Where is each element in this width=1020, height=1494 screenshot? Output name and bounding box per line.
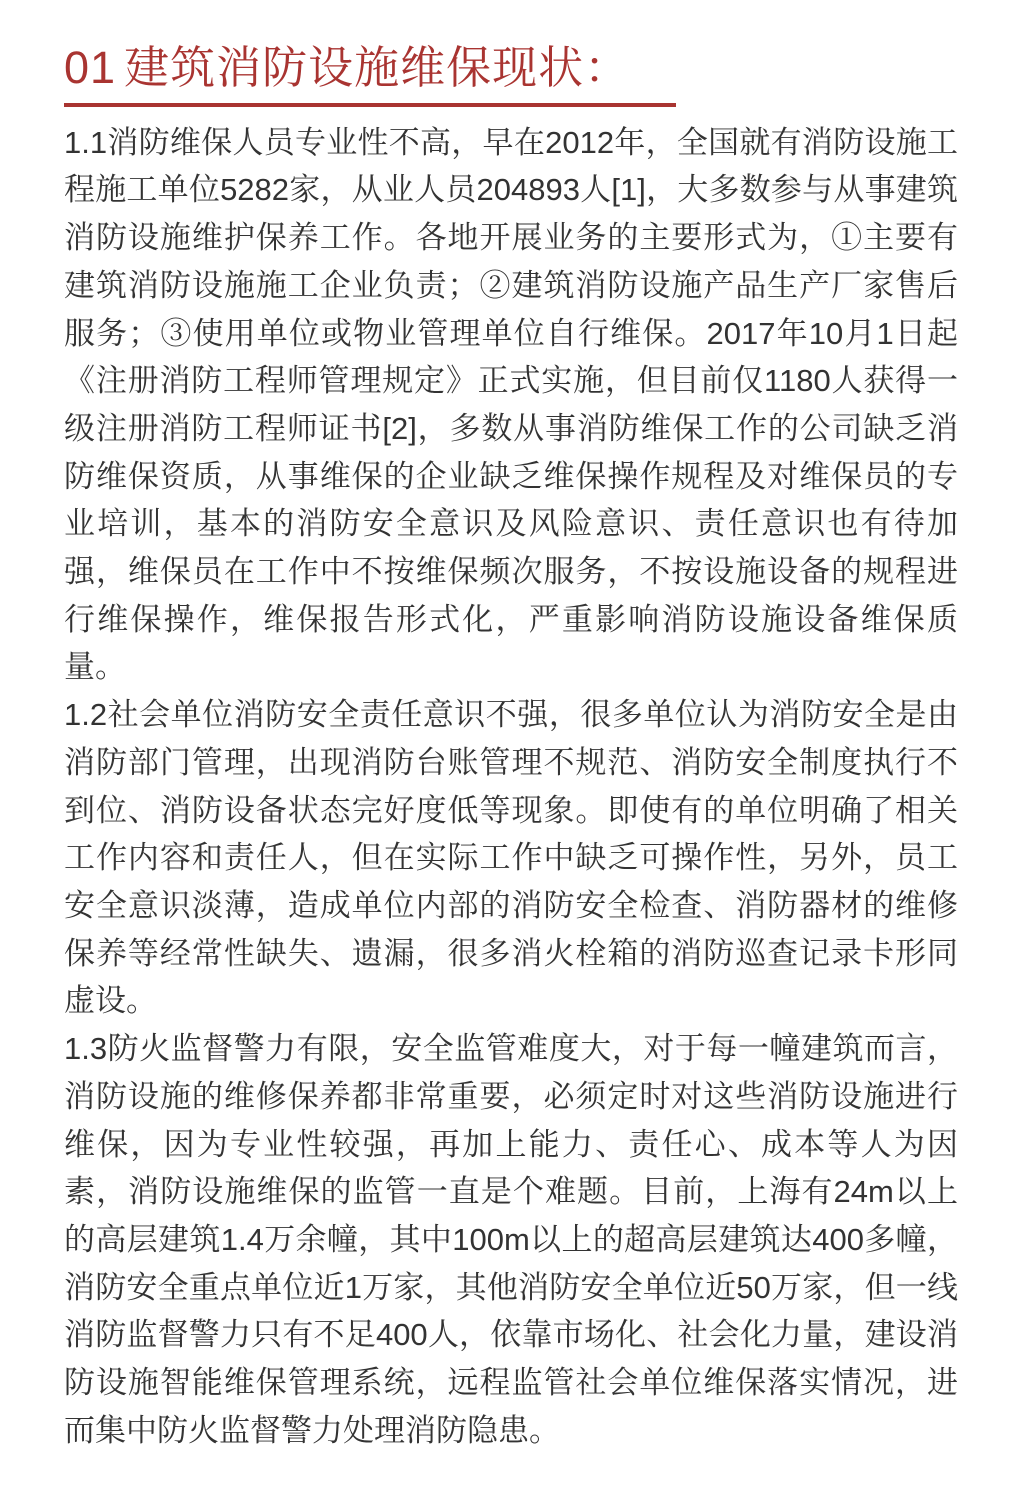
section-heading: [64, 42, 676, 107]
section-number: 01: [64, 42, 117, 93]
section-title: 建筑消防设施维保现状：: [124, 42, 631, 93]
paragraph-1-2: 1.2社会单位消防安全责任意识不强，很多单位认为消防安全是由消防部门管理，出现消防台账管理不规范、消防安全制度执行不到位、消防设备状态完好度低等现象。即使有的单位明确了相关工作内容和责任人，但在实际工作中缺乏可操作性，另外，员工安全意识淡薄，造成单位内部的消防安全检查、消防器材的维修保养等经常性缺失、遗漏，很多消火栓箱的消防巡查记录卡形同虚设。: [64, 697, 958, 1019]
paragraph-1-1: 1.1消防维保人员专业性不高，早在2012年，全国就有消防设施工程施工单位5282家，从业人员204893人[1]，大多数参与从事建筑消防设施维护保养工作。各地开展业务的主要形式为，①主要有建筑消防设施施工企业负责；②建筑消防设施产品生产厂家售后服务；③使用单位或物业管理单位自行维保。2017年10月1日起《注册消防工程师管理规定》正式实施，但目前仅1180人获得一级注册消防工程师证书[2]，多数从事消防维保工作的公司缺乏消防维保资质，从事维保的企业缺乏维保操作规程及对维保员的专业培训，基本的消防安全意识及风险意识、责任意识也有待加强，维保员在工作中不按维保频次服务，不按设施设备的规程进行维保操作，维保报告形式化，严重影响消防设施设备维保质量。: [64, 124, 958, 685]
paragraph-1-3: 1.3防火监督警力有限，安全监管难度大，对于每一幢建筑而言，消防设施的维修保养都非常重要，必须定时对这些消防设施进行维保，因为专业性较强，再加上能力、责任心、成本等人为因素，消防设施维保的监管一直是个难题。目前，上海有24m以上的高层建筑1.4万余幢，其中100m以上的超高层建筑达400多幢，消防安全重点单位近1万家，其他消防安全单位近50万家，但一线消防监督警力只有不足400人，依靠市场化、社会化力量，建设消防设施智能维保管理系统，远程监管社会单位维保落实情况，进而集中防火监督警力处理消防隐患。: [64, 1031, 958, 1448]
